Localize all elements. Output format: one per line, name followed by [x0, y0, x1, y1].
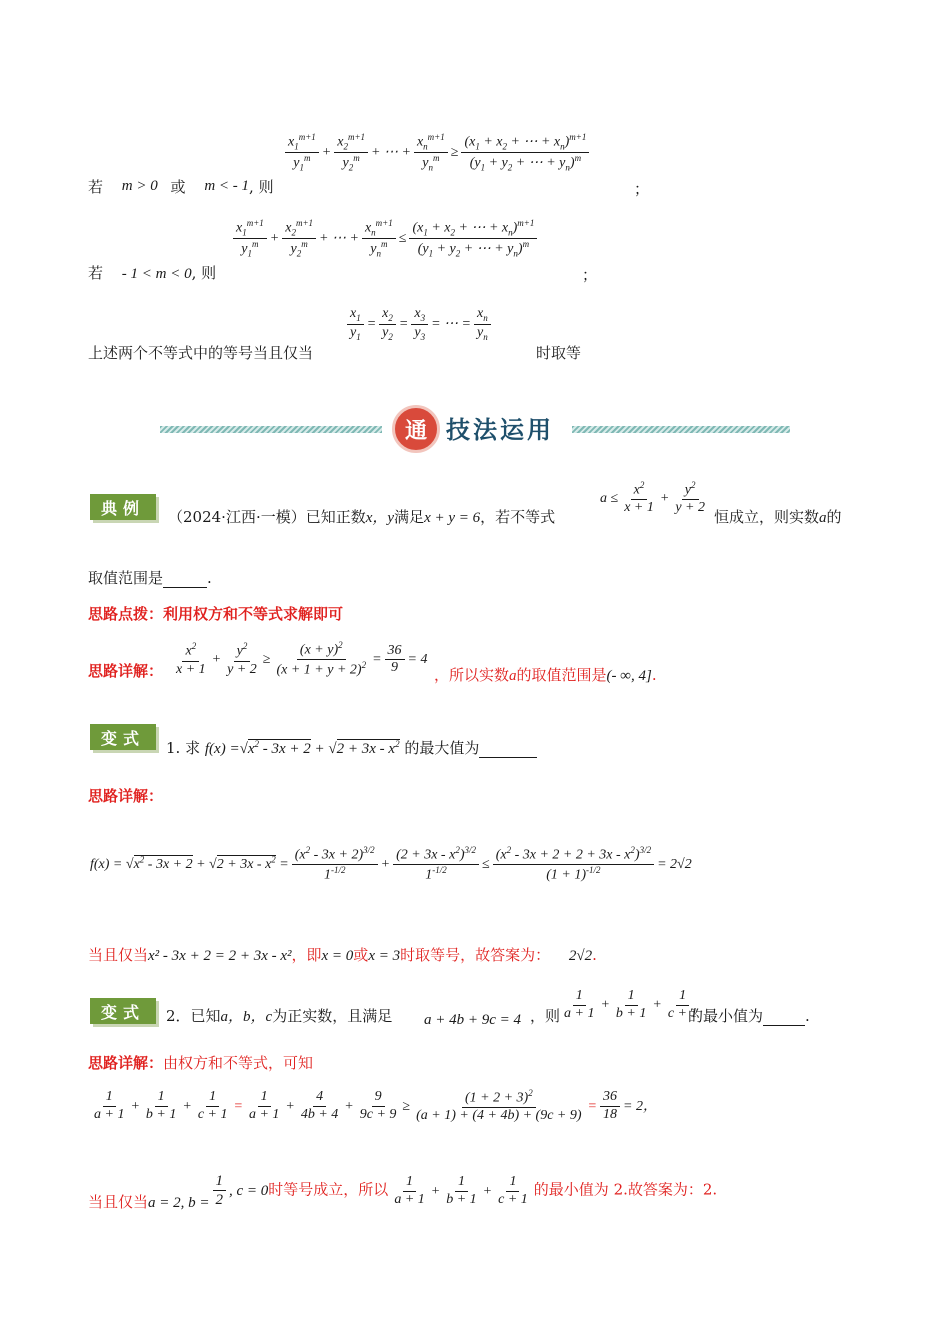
example-badge: 典例 — [90, 494, 156, 520]
example-line2-text: 取值范围是 — [88, 569, 164, 587]
eq-frac-3: $\frac{x_3}{y_3}$ — [411, 306, 428, 342]
v1-text: 求 — [185, 739, 201, 757]
example-line2 — [88, 567, 212, 588]
v1-frac-c: $\frac{(x^2 - 3x + 2 + 2 + 3x - x^2)^{3/2}}{(1 + 1)^{-1/2}}$ — [493, 845, 654, 885]
example-text4: 的 — [826, 508, 842, 526]
eq-frac-1: $\frac{x_1}{y_1}$ — [347, 306, 364, 342]
variant2-tail — [688, 1005, 810, 1026]
v2-when-prefix: 当且仅当 — [88, 1192, 149, 1211]
eq-formula: $\frac{x_1}{y_1}$ = $\frac{x_2}{y_2}$ = $\frac{x_3}{y_3}$ = ⋯ = $\frac{x_n}{y_n}$ — [344, 306, 494, 342]
case2-formula: $\frac{x_1^{m+1}}{y_1^m}$ + $\frac{x_2^{m+1}}{y_2^m}$ + ⋯ + $\frac{x_n^{m+1}}{y_n^m}$ ≤ $\frac{(x_1 + x_2 + \cdots + x_n)^{m+1}}{(y_1 + y_2 + \cdots + y_n)^m}$ — [230, 218, 540, 260]
section-bar-left — [160, 426, 382, 433]
frac-xn-yn: $\frac{x_n^{m+1}}{y_n^m}$ — [414, 132, 448, 174]
case2-cond: - 1 < m < 0 — [121, 266, 192, 282]
variant2-detail — [88, 1052, 313, 1073]
conclusion-range: (- ∞, 4] — [606, 668, 652, 684]
v2-blank — [763, 1011, 805, 1026]
v1-num: 1. — [166, 739, 181, 757]
w-frac-a: $\frac{1}{a + 1}$ — [394, 1173, 425, 1207]
example-detail-formula: $\frac{x^2}{x + 1}$ + $\frac{y^2}{y + 2}$ ≥ $\frac{(x + y)^2}{(x + 1 + y + 2)^2}$ = $\frac{36}{9}$ = 4 — [170, 640, 427, 680]
frac-x1-y1: $\frac{x_1^{m+1}}{y_1^m}$ — [285, 132, 319, 174]
v2-when-fracs: $\frac{1}{a + 1}$ + $\frac{1}{b + 1}$ + $\frac{1}{c + 1}$ — [388, 1184, 533, 1199]
conclusion-text: ，所以实数 — [434, 666, 510, 684]
v1-x3: x = 3 — [368, 948, 401, 964]
case1-sign: ≥ — [450, 144, 459, 160]
v1-func: $f(x) =√x^2 - 3x + 2 + √2 + 3x - x^2$ — [204, 739, 400, 757]
eq-suffix: 时取等 — [536, 344, 582, 362]
frac2-x1-y1: $\frac{x_1^{m+1}}{y_1^m}$ — [233, 218, 267, 260]
hint-text: 利用权方和不等式求解即可 — [163, 605, 344, 623]
c-frac-6: $\frac{9}{9c + 9}$ — [359, 1089, 397, 1123]
v2-calc-result: = 2， — [623, 1098, 657, 1114]
variant1-calc: $f(x) = √x^2 - 3x + 2 + √2 + 3x - x^2$ = $\frac{(x^2 - 3x + 2)^{3/2}}{1^{-1/2}}$ + $\frac{(2 + 3x - x^2)^{3/2}}{1^{-1/2}}$ ≤ $\frac{(x^2 - 3x + 2 + 2 + 3x - x^2)^{3/2}}{(1 + 1)^{-1/2}}$ = 2√2 — [90, 845, 692, 884]
v1-answer-end: . — [592, 946, 597, 964]
answer-blank — [163, 573, 207, 588]
c-frac-7: $\frac{(1 + 2 + 3)^2}{(a + 1) + (4 + 4b) + (9c + 9)}$ — [416, 1088, 582, 1124]
variant2-when — [88, 1172, 717, 1209]
v1-answer: 2√2 — [568, 948, 593, 964]
case1-line — [88, 132, 274, 196]
variant2-calc: $\frac{1}{a + 1}$ + $\frac{1}{b + 1}$ + $\frac{1}{c + 1}$ = $\frac{1}{a + 1}$ + $\frac{4}{4b + 4}$ + $\frac{9}{9c + 9}$ ≥ $\frac{(1 + 2 + 3)^2}{(a + 1) + (4 + 4b) + (9c + 9)}$ = $\frac{36}{18}$ = 2， — [88, 1088, 657, 1125]
example-ineq-lhs: a ≤ — [600, 490, 619, 506]
section-icon: 通 — [392, 405, 440, 453]
case1-then: , 则 — [249, 178, 274, 196]
example-line2-end: . — [207, 569, 212, 587]
case1-or: 或 — [170, 178, 186, 196]
example-var-a: a — [819, 510, 827, 526]
v1-x0: x = 0 — [321, 948, 354, 964]
v1-when-eq: x² - 3x + 2 = 2 + 3x - x² — [148, 948, 292, 964]
conclusion-text2: 的取值范围是 — [516, 666, 607, 684]
v1-frac-a: $\frac{(x^2 - 3x + 2)^{3/2}}{1^{-1/2}}$ — [292, 845, 378, 885]
variant2-line — [166, 1005, 392, 1026]
c-frac-2: $\frac{1}{b + 1}$ — [145, 1089, 177, 1123]
example-text2: ，若不等式 — [480, 508, 556, 526]
example-text1: 满足 — [394, 508, 425, 526]
c-frac-4: $\frac{1}{a + 1}$ — [248, 1089, 280, 1123]
case1-formula: $\frac{x_1^{m+1}}{y_1^m}$ + $\frac{x_2^{m+1}}{y_2^m}$ + ⋯ + $\frac{x_n^{m+1}}{y_n^m}$ ≥ $\frac{(x_1 + x_2 + \cdots + x_n)^{m+1}}{(y_1 + y_2 + \cdots + y_n)^m}$ — [282, 132, 592, 174]
v2-detail-label: 思路详解： — [88, 1054, 164, 1072]
case2-sign: ≤ — [398, 230, 407, 246]
v2-vars: a，b，c — [220, 1009, 273, 1025]
v1-frac-b: $\frac{(2 + 3x - x^2)^{3/2}}{1^{-1/2}}$ — [393, 845, 479, 885]
frac2-x2-y2: $\frac{x_2^{m+1}}{y_2^m}$ — [282, 218, 316, 260]
eq-frac-2: $\frac{x_2}{y_2}$ — [379, 306, 396, 342]
variant1-badge: 变式 — [90, 724, 156, 750]
case1-cond-a: m > 0 — [121, 178, 158, 194]
c-frac-8: $\frac{36}{18}$ — [600, 1089, 620, 1124]
d-frac-36: $\frac{36}{9}$ — [385, 643, 405, 678]
c-frac-3: $\frac{1}{c + 1}$ — [197, 1089, 228, 1123]
frac2-xn-yn: $\frac{x_n^{m+1}}{y_n^m}$ — [362, 218, 396, 260]
v2-when-cond: a = 2, b = — [148, 1194, 210, 1211]
example-hint — [88, 603, 343, 624]
c-frac-1: $\frac{1}{a + 1}$ — [94, 1089, 125, 1123]
example-cond: x + y = 6 — [424, 510, 481, 526]
ex-frac-x: $\frac{x^2}{x + 1}$ — [624, 480, 654, 516]
v1-blank — [479, 743, 537, 758]
case2-end: ； — [582, 266, 598, 284]
v2-num: 2．已知 — [166, 1007, 221, 1025]
d-frac-y: $\frac{y^2}{y + 2}$ — [227, 641, 257, 677]
example-source: （2024·江西·一模）已知正数 — [168, 508, 366, 526]
hint-label: 思路点拨： — [88, 605, 164, 623]
conclusion-end: . — [651, 666, 657, 684]
frac-x2-y2: $\frac{x_2^{m+1}}{y_2^m}$ — [334, 132, 368, 174]
variant2-then: ，则 — [530, 1007, 561, 1025]
variant2-fracs: $\frac{1}{a + 1}$ + $\frac{1}{b + 1}$ + $\frac{1}{c + 1}$ — [558, 988, 703, 1023]
v2-detail-text: 由权方和不等式，可知 — [163, 1054, 314, 1072]
detail-label: 思路详解： — [88, 662, 164, 680]
variant1-when — [88, 944, 597, 965]
example-vars: x，y — [365, 510, 395, 526]
case2-line — [88, 262, 216, 283]
eq-frac-n: $\frac{x_n}{y_n}$ — [474, 306, 491, 342]
section-title: 技法运用 — [446, 415, 554, 444]
v1-result: = 2√2 — [657, 857, 692, 873]
v2-frac-c: $\frac{1}{c + 1}$ — [667, 988, 698, 1021]
eq-prefix: 上述两个不等式中的等号当且仅当 — [88, 344, 314, 362]
variant2-badge: 变式 — [90, 998, 156, 1024]
v2-text1: 为正实数，且满足 — [272, 1007, 393, 1025]
case2-prefix: 若 — [88, 264, 104, 282]
example-ineq: a ≤ $\frac{x^2}{x + 1}$ + $\frac{y^2}{y + 2}$ — [600, 480, 711, 517]
example-detail — [88, 660, 163, 681]
variant2-cond: a + 4b + 9c = 4 — [424, 1012, 522, 1028]
eq-line — [88, 342, 313, 363]
case1-prefix: 若 — [88, 178, 104, 196]
v2-when-c: , c = 0 — [229, 1182, 269, 1199]
v2-when-text: 时等号成立，所以 — [268, 1180, 389, 1199]
case2-then: , 则 — [191, 264, 217, 282]
d-frac-sum: $\frac{(x + y)^2}{(x + 1 + y + 2)^2}$ — [276, 640, 367, 679]
v1-when-suffix: 时取等号，故答案为： — [400, 946, 551, 964]
v1-when-mid: ，即 — [291, 946, 322, 964]
frac2-sum: $\frac{(x_1 + x_2 + \cdots + x_n)^{m+1}}{(y_1 + y_2 + \cdots + y_n)^m}$ — [409, 218, 537, 260]
v1-when-or: 或 — [353, 946, 369, 964]
d-frac-x: $\frac{x^2}{x + 1}$ — [176, 641, 206, 677]
w-frac-c: $\frac{1}{c + 1}$ — [498, 1173, 528, 1207]
case1-cond-b: m < - 1 — [204, 178, 250, 194]
example-line1b — [714, 506, 842, 527]
v2-text3: 的最小值为 — [688, 1007, 764, 1025]
section-bar-right — [572, 426, 790, 433]
v2-frac-b: $\frac{1}{b + 1}$ — [615, 988, 647, 1021]
v2-text4: . — [805, 1007, 810, 1025]
variant1-line — [166, 737, 537, 758]
example-line1 — [168, 506, 555, 527]
frac-sum: $\frac{(x_1 + x_2 + \cdots + x_n)^{m+1}}{(y_1 + y_2 + \cdots + y_n)^m}$ — [461, 132, 589, 174]
c-frac-5: $\frac{4}{4b + 4}$ — [300, 1089, 339, 1123]
v2-when-end: 的最小值为 2.故答案为：2. — [533, 1180, 718, 1199]
example-text3: 恒成立，则实数 — [714, 508, 820, 526]
v2-frac-a: $\frac{1}{a + 1}$ — [564, 988, 595, 1021]
case1-end: ； — [634, 180, 650, 198]
ex-frac-y: $\frac{y^2}{y + 2}$ — [675, 480, 705, 516]
example-conclusion — [434, 664, 657, 685]
w-frac-b: $\frac{1}{b + 1}$ — [446, 1173, 477, 1207]
conclusion-var-a: a — [509, 668, 517, 684]
variant1-detail-label: 思路详解： — [88, 787, 164, 805]
v2-when-half: $\frac{1}{2}$ — [213, 1172, 227, 1209]
v1-text2: 的最大值为 — [404, 739, 480, 757]
v1-when-prefix: 当且仅当 — [88, 946, 149, 964]
